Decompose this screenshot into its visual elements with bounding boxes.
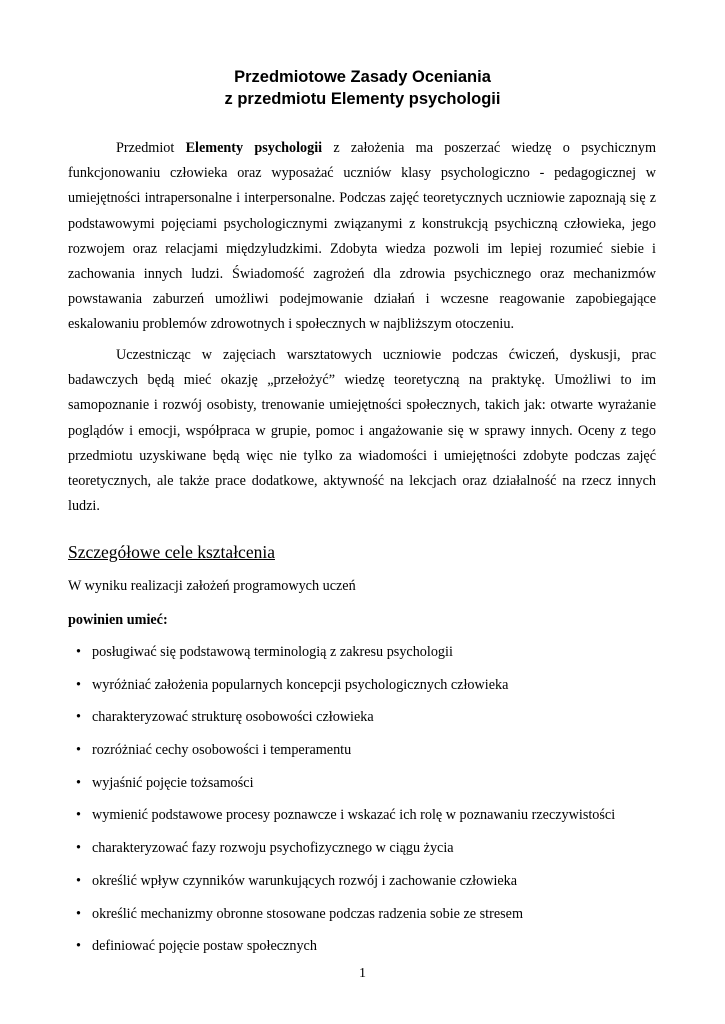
bullet-icon: •: [76, 774, 81, 791]
list-item-text: wyjaśnić pojęcie tożsamości: [92, 774, 254, 791]
list-item-text: posługiwać się podstawową terminologią z zakresu psychologii: [92, 644, 453, 660]
list-item: [68, 675, 668, 708]
list-item: [68, 838, 668, 871]
list-item-text: charakteryzować fazy rozwoju psychofizycznego w ciągu życia: [92, 840, 454, 857]
list-item-text: wyróżniać założenia popularnych koncepcji psychologicznych człowieka: [92, 676, 509, 693]
intro-line: W wyniku realizacji założeń programowych uczeń: [68, 578, 356, 594]
list-item: [68, 904, 668, 937]
list-item: [68, 707, 668, 740]
paragraph-workshops: Uczestnicząc w zajęciach warsztatowych uczniowie podczas ćwiczeń, dyskusji, prac badawczych będą mieć okazję „przełożyć” wiedzę teoretyczną na praktykę. Umożliwi to im samopoznanie i rozwój osobisty, trenowanie umiejętności społecznych, takich jak: otwarte wyrażanie poglądów i emocji, współpraca w grupie, pomoc i angażowanie się w sprawy innych. Oceny z tego przedmiotu uzyskiwane będą więc nie tylko za wiadomości i umiejętności zdobyte podczas zajęć teoretycznych, ale także prace dodatkowe, aktywność na lekcjach oraz działalność na rzecz innych ludzi.: [68, 347, 656, 515]
bullet-icon: •: [76, 709, 81, 726]
list-item: [68, 740, 668, 773]
subject-name: Elementy psychologii: [185, 140, 323, 156]
list-item-text: charakteryzować strukturę osobowości człowieka: [92, 709, 374, 726]
skills-list: [68, 642, 668, 969]
bullet-icon: •: [76, 840, 81, 857]
list-item: [68, 773, 668, 806]
list-item-text: definiować pojęcie postaw społecznych: [92, 938, 317, 955]
bullet-icon: •: [76, 644, 81, 660]
page-number: 1: [359, 966, 366, 981]
paragraph-intro: [68, 136, 656, 338]
list-item-text: określić mechanizmy obronne stosowane podczas radzenia sobie ze stresem: [92, 905, 523, 922]
bullet-icon: •: [76, 872, 81, 889]
list-item: [68, 805, 668, 838]
section-heading: Szczegółowe cele kształcenia: [68, 542, 275, 562]
list-item: [68, 642, 668, 675]
bullet-icon: •: [76, 807, 81, 824]
list-item-text: wymienić podstawowe procesy poznawcze i wskazać ich rolę w poznawaniu rzeczywistości: [92, 807, 616, 824]
list-item-text: określić wpływ czynników warunkujących rozwój i zachowanie człowieka: [92, 872, 518, 889]
title-line-2: z przedmiotu Elementy psychologii: [224, 90, 501, 108]
must-label: powinien umieć:: [68, 612, 168, 628]
bullet-icon: •: [76, 676, 81, 693]
document-title: [0, 66, 725, 110]
list-item: [68, 936, 668, 969]
bullet-icon: •: [76, 742, 81, 759]
bullet-icon: •: [76, 938, 81, 955]
title-line-1: Przedmiotowe Zasady Oceniania: [234, 68, 491, 86]
paragraph-intro-body: z założenia ma poszerzać wiedzę o psychicznym funkcjonowaniu człowieka oraz wyposażać uczniów klasy psychologiczno - pedagogicznej w umiejętności intrapersonalne i interpersonalne. Podczas zajęć teoretycznych uczniowie zapoznają się z podstawowymi pojęciami psychologicznymi związanymi z konstrukcją psychiczną człowieka, jego rozwojem oraz relacjami międzyludzkimi. Zdobyta wiedza pozwoli im lepiej rozumieć siebie i zachowania innych ludzi. Świadomość zagrożeń dla zdrowia psychicznego oraz mechanizmów powstawania zaburzeń umożliwi podejmowanie działań i wczesne reagowanie zapobiegające eskalowaniu problemów zdrowotnych i społecznych w najbliższym otoczeniu.: [68, 140, 656, 333]
bullet-icon: •: [76, 905, 81, 922]
list-item: [68, 871, 668, 904]
list-item-text: rozróżniać cechy osobowości i temperamentu: [92, 742, 352, 759]
paragraph-intro-lead: Przedmiot: [116, 140, 186, 156]
